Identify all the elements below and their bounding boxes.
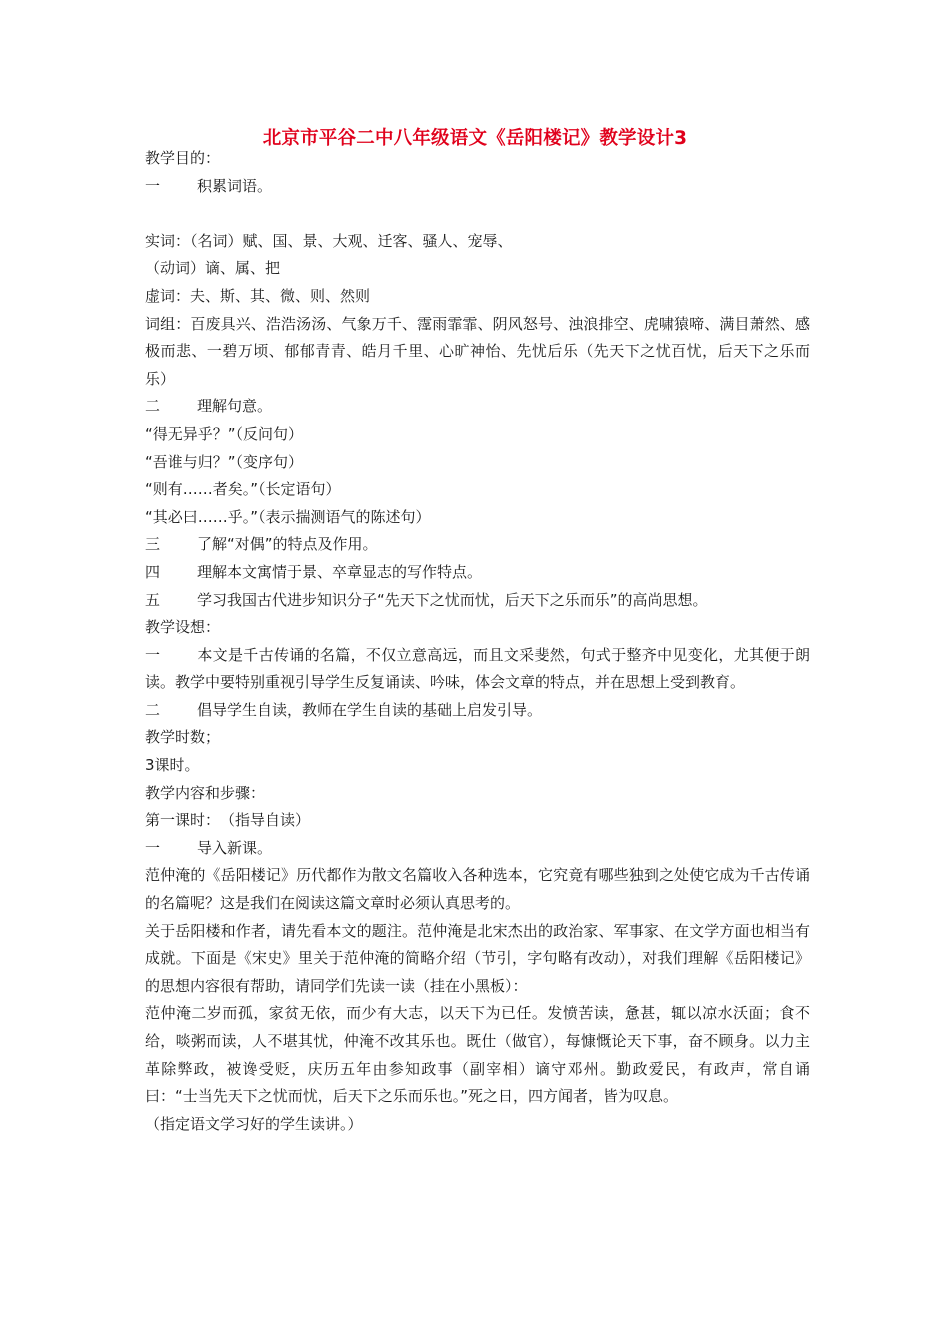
document-title: 北京市平谷二中八年级语文《岳阳楼记》教学设计3 bbox=[262, 128, 688, 149]
line-text: 导入新课。 bbox=[197, 838, 273, 857]
section-number: 二 bbox=[145, 397, 161, 416]
line-text: 词组：百废具兴、浩浩汤汤、气象万千、霪雨霏霏、阴风怒号、浊浪排空、虎啸猿啼、满目萧然、感极而悲、一碧万顷、郁郁青青、皓月千里、心旷神怡、先忧后乐（先天下之忧百忧，后天下之乐而乐） bbox=[145, 314, 810, 388]
text-line bbox=[145, 1000, 810, 1110]
text-line bbox=[145, 752, 810, 780]
line-text: “其必曰……乎。”（表示揣测语气的陈述句） bbox=[145, 507, 431, 526]
section-number: 五 bbox=[145, 590, 161, 609]
text-line bbox=[145, 145, 810, 173]
line-text: 积累词语。 bbox=[197, 176, 273, 195]
text-line bbox=[145, 311, 810, 394]
line-text: 了解“对偶”的特点及作用。 bbox=[197, 535, 378, 554]
line-text: 3课时。 bbox=[145, 756, 200, 775]
text-line bbox=[145, 780, 810, 808]
section-number: 一 bbox=[145, 645, 161, 664]
line-text: 教学时数； bbox=[145, 728, 221, 747]
line-text: 理解本文寓情于景、卒章显志的写作特点。 bbox=[197, 562, 483, 581]
text-line bbox=[145, 724, 810, 752]
text-line bbox=[145, 228, 810, 256]
line-text: 本文是千古传诵的名篇，不仅立意高远，而且文采斐然，句式于整齐中见变化，尤其便于朗读。教学中要特别重视引导学生反复诵读、吟味，体会文章的特点，并在思想上受到教育。 bbox=[145, 645, 810, 692]
text-line bbox=[145, 835, 810, 863]
line-text: 教学目的： bbox=[145, 149, 221, 167]
text-line bbox=[145, 393, 810, 421]
text-line bbox=[145, 255, 810, 283]
text-line bbox=[145, 1111, 810, 1139]
line-text: “得无异乎？”（反问句） bbox=[145, 424, 304, 443]
text-line bbox=[145, 283, 810, 311]
text-line bbox=[145, 531, 810, 559]
line-text: 范仲淹的《岳阳楼记》历代都作为散文名篇收入各种选本，它究竟有哪些独到之处使它成为千古传诵的名篇呢？这是我们在阅读这篇文章时必须认真思考的。 bbox=[145, 866, 810, 913]
document-body bbox=[145, 145, 810, 1138]
text-line bbox=[145, 421, 810, 449]
text-line bbox=[145, 504, 810, 532]
line-text: 虚词：夫、斯、其、微、则、然则 bbox=[145, 286, 371, 305]
section-number: 二 bbox=[145, 700, 161, 719]
text-line bbox=[145, 807, 810, 835]
line-text: （指定语文学习好的学生读讲。） bbox=[145, 1114, 363, 1133]
text-line bbox=[145, 642, 810, 697]
line-text: 教学内容和步骤： bbox=[145, 783, 266, 802]
line-text: 关于岳阳楼和作者，请先看本文的题注。范仲淹是北宋杰出的政治家、军事家、在文学方面也相当有成就。下面是《宋史》里关于范仲淹的简略介绍（节引，字句略有改动），对我们理解《岳阳楼记》的思想内容很有帮助，请同学们先读一读（挂在小黑板）： bbox=[145, 921, 810, 995]
text-line bbox=[145, 587, 810, 615]
text-line bbox=[145, 476, 810, 504]
line-text: 理解句意。 bbox=[197, 397, 273, 416]
section-number: 一 bbox=[145, 838, 161, 857]
line-text: 范仲淹二岁而孤，家贫无依，而少有大志，以天下为已任。发愤苦读，惫甚，辄以凉水沃面；食不给，啖粥而读，人不堪其忧，仲淹不改其乐也。既仕（做官），每慷慨论天下事，奋不顾身。以力主革除弊政，被谗受贬，庆历五年由参知政事（副宰相）谪守邓州。勤政爱民，有政声，常自诵曰：“士当先天下之忧而忧，后天下之乐而乐也。”死之日，四方闻者，皆为叹息。 bbox=[145, 1004, 810, 1106]
section-number: 三 bbox=[145, 535, 161, 554]
text-line bbox=[145, 697, 810, 725]
line-text: 第一课时： （指导自读） bbox=[145, 811, 311, 830]
section-number: 一 bbox=[145, 176, 161, 195]
line-text: 学习我国古代进步知识分子“先天下之忧而忧，后天下之乐而乐”的高尚思想。 bbox=[197, 590, 708, 609]
line-text: 倡导学生自读，教师在学生自读的基础上启发引导。 bbox=[197, 700, 543, 719]
text-line bbox=[145, 918, 810, 1001]
line-text: （动词）谪、属、把 bbox=[145, 259, 281, 278]
line-text: 实词：（名词）赋、国、景、大观、迁客、骚人、宠辱、 bbox=[145, 231, 513, 250]
text-line bbox=[145, 614, 810, 642]
section-number: 四 bbox=[145, 562, 161, 581]
text-line bbox=[145, 862, 810, 917]
blank-line bbox=[145, 200, 810, 228]
line-text: 教学设想： bbox=[145, 618, 221, 637]
text-line bbox=[145, 449, 810, 477]
text-line bbox=[145, 559, 810, 587]
line-text: “则有……者矣。”（长定语句） bbox=[145, 480, 341, 499]
line-text: “吾谁与归？”（变序句） bbox=[145, 452, 304, 471]
text-line bbox=[145, 173, 810, 201]
